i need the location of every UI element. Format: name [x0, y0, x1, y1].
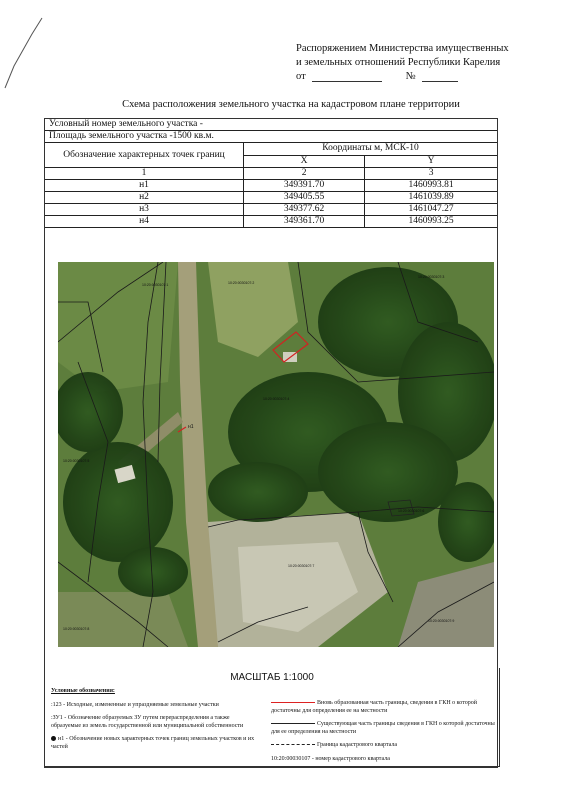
cad-label: 10:20:0030107:8 — [63, 627, 90, 631]
order-number-label: № — [405, 71, 416, 82]
legend-item: Граница кадастрового квартала — [271, 742, 496, 750]
legend-left-column — [51, 688, 261, 751]
satellite-map-image — [58, 262, 494, 647]
conditional-number-cell: Условный номер земельного участка - — [45, 119, 498, 131]
legend-item: :ЗУ1 - Обозначение образуемых ЗУ путем перераспределения а также образуемые из земель государственной или муниципальной собственности — [51, 715, 244, 729]
cad-label: 10:20:0030107:6 — [398, 509, 425, 513]
satellite-map[interactable] — [58, 262, 494, 647]
order-line-2: и земельных отношений Республики Карелия — [296, 57, 501, 68]
y-header-cell: Y — [365, 155, 498, 168]
parcel-point-label: н1 — [188, 424, 194, 430]
cad-label: 10:20:0030107:4 — [263, 397, 290, 401]
cad-label: 10:20:0030107:7 — [288, 564, 315, 568]
cad-label: 10:20:0030107:5 — [63, 459, 90, 463]
new-point-dot-icon — [51, 736, 56, 741]
existing-boundary-swatch — [271, 723, 315, 724]
map-scale: МАСШТАБ 1:1000 — [230, 672, 314, 683]
table-row: н4 349361.70 1460993.25 — [45, 216, 498, 228]
cad-label: 10:20:0030107:2 — [228, 281, 255, 285]
x-header-cell: X — [244, 155, 365, 168]
cad-label: 10:20:0030107:1 — [142, 283, 169, 287]
document-title: Схема расположения земельного участка на кадастровом плане территории — [122, 99, 460, 110]
order-number-blank — [422, 70, 458, 82]
cad-label: 10:20:0030107:3 — [418, 275, 445, 279]
table-row: н2 349405.55 1461039.89 — [45, 192, 498, 204]
legend-right-column — [271, 694, 496, 763]
legend-item: Существующая часть границы сведения в ГКН о которой достаточны для ее определения на местности — [271, 721, 495, 735]
order-header — [296, 42, 509, 84]
table-row: н1 349391.70 1460993.81 — [45, 180, 498, 192]
legend-item: :123 - Исходные, измененные и упраздняемые земельные участки — [51, 701, 219, 708]
legend-panel — [44, 668, 500, 767]
points-header-cell: Обозначение характерных точек границ — [45, 143, 244, 168]
index-row: 1 2 3 — [45, 168, 498, 180]
new-boundary-swatch — [271, 702, 315, 703]
quarter-boundary-swatch — [271, 744, 315, 745]
legend-item: н1 - Обозначение новых характерных точек границ земельных участков и их частей — [51, 736, 255, 750]
coordinates-table — [44, 118, 498, 228]
legend-title: Условные обозначения: — [51, 688, 115, 694]
order-date-blank — [312, 70, 382, 82]
legend-item: Вновь образованная часть границы, сведения в ГКН о которой достаточны для определения ее на местности — [271, 700, 477, 714]
order-line-1: Распоряжением Министерства имущественных — [296, 43, 509, 54]
area-cell: Площадь земельного участка -1500 кв.м. — [45, 131, 498, 143]
cad-label: 10:20:0030107:9 — [428, 619, 455, 623]
legend-item: 10:20:00030107 - номер кадастрового квартала — [271, 755, 390, 762]
order-date-number-line — [296, 70, 509, 84]
coords-header-cell: Координаты м, МСК-10 — [244, 143, 498, 156]
order-from-label: от — [296, 71, 306, 82]
pen-stroke-mark — [2, 16, 62, 96]
table-row: н3 349377.62 1461047.27 — [45, 204, 498, 216]
